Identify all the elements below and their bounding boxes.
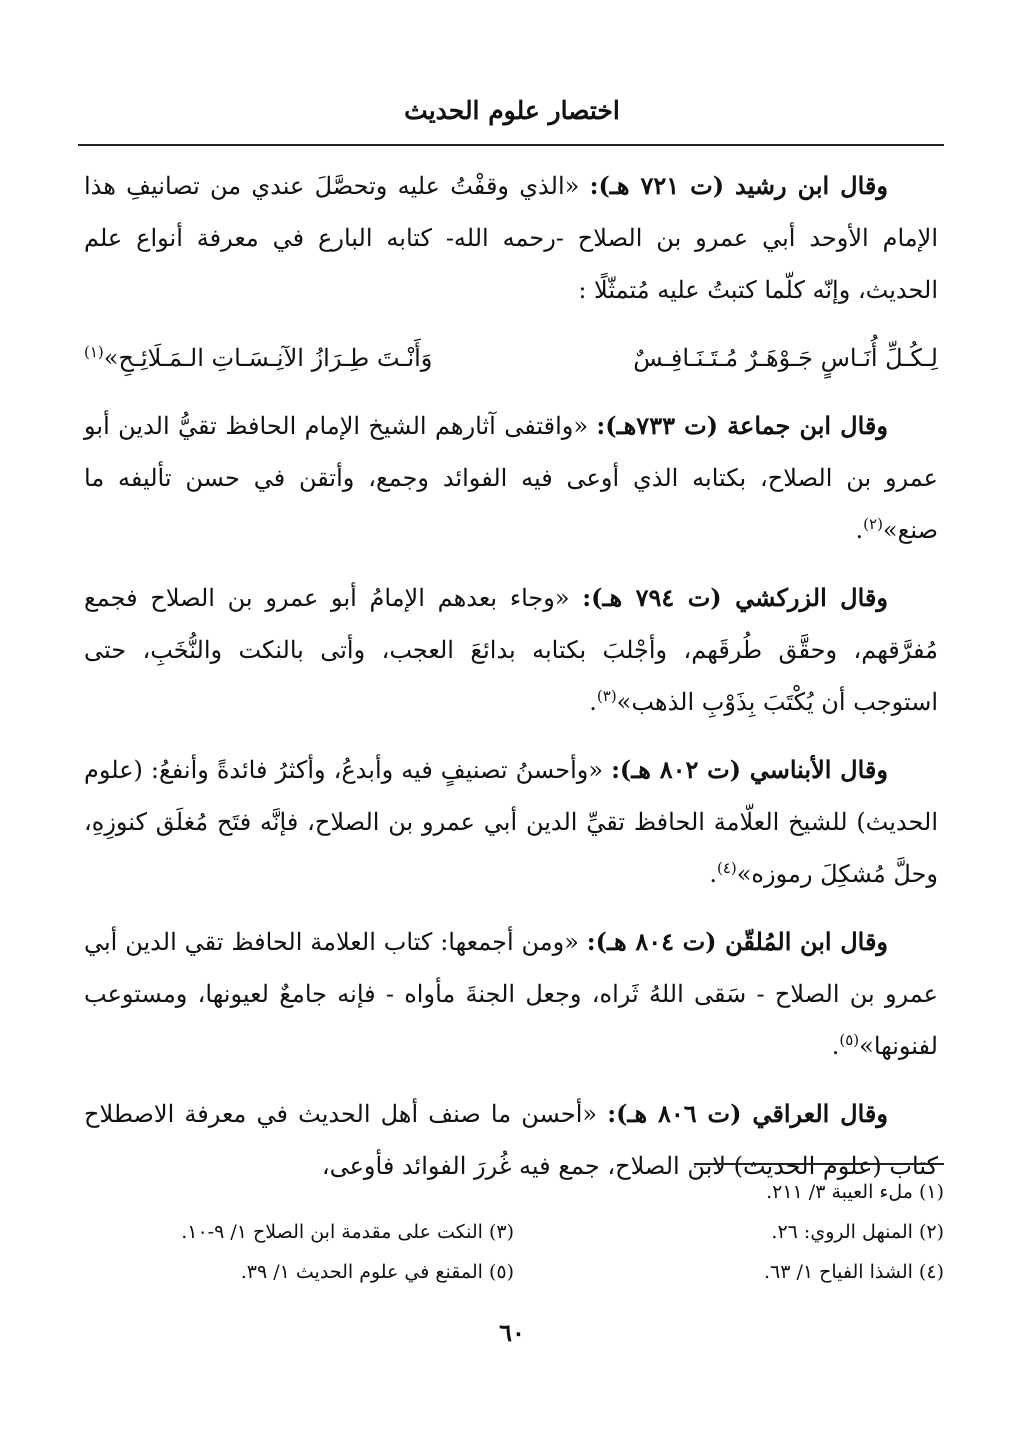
main-text bbox=[84, 160, 938, 1208]
footnote-ref[interactable]: (٤) bbox=[716, 859, 737, 877]
paragraph-abnasi bbox=[84, 744, 938, 900]
quote-text: «وجاء بعدهم الإمامُ أبو عمرو بن الصلاح فجمع مُفرَّقهم، وحقَّق طُرقَهم، وأجْلبَ بكتابه بدائعَ العجب، وأتى بالنكت والنُّخَبِ، حتى استوجب أن يُكْتَبَ بِذَوْبِ الذهب» bbox=[84, 584, 938, 716]
quote-text: «ومن أجمعها: كتاب العلامة الحافظ تقي الدين أبي عمرو بن الصلاح - سَقى اللهُ ثَراه، وجعل الجنةَ مأواه - فإنه جامعٌ لعيونها، ومستوعب لفنونها» bbox=[84, 928, 938, 1060]
paragraph-ibn-rushayd bbox=[84, 160, 938, 316]
speaker-label: وقال ابن رشيد (ت ٧٢١ هـ): bbox=[589, 171, 888, 200]
quote-end: . bbox=[589, 688, 597, 716]
footnote-ref[interactable]: (٢) bbox=[863, 515, 883, 533]
quote-text: «وأحسنُ تصنيفٍ فيه وأبدعُ، وأكثرُ فائدةً وأنفعُ: (علوم الحديث) للشيخ العلّامة الحافظ تقيِّ الدين أبي عمرو بن الصلاح، فإنَّه فتَح مُغلَق كنوزِهِ، وحلَّ مُشكِلَ رموزه» bbox=[84, 756, 938, 888]
footnotes bbox=[84, 1172, 944, 1292]
speaker-label: وقال ابن جماعة (ت ٧٣٣هـ): bbox=[596, 411, 888, 440]
quote-text: «الذي وقفْتُ عليه وتحصَّلَ عندي من تصانيفِ هذا الإمام الأوحد أبي عمرو بن الصلاح -رحمه الله- كتابه البارع في معرفة أنواع علم الحديث، وإنّه كلّما كتبتُ عليه مُتمثّلًا : bbox=[84, 172, 938, 304]
footnote-ref[interactable]: (٥) bbox=[839, 1031, 860, 1049]
speaker-label: وقال العراقي (ت ٨٠٦ هـ): bbox=[607, 1099, 888, 1128]
paragraph-ibn-jamaa bbox=[84, 400, 938, 556]
poetry-verse bbox=[84, 332, 938, 384]
verse-second-hemistich-text: وَأَنْـتَ طِـرَازُ الآنِـسَـاتِ الـمَـلَائِـحِ» bbox=[103, 344, 433, 372]
footnote-ref[interactable]: (١) bbox=[84, 343, 104, 361]
footnote-empty bbox=[84, 1172, 514, 1212]
quote-text: «أحسن ما صنف أهل الحديث في معرفة الاصطلاح كتاب (علوم الحديث) لابن الصلاح، جمع فيه غُررَ الفوائد فأوعى، bbox=[84, 1100, 938, 1180]
footnote-5: (٥) المقنع في علوم الحديث ١/ ٣٩. bbox=[240, 1261, 514, 1283]
quote-end: . bbox=[709, 860, 717, 888]
quote-text: «واقتفى آثارهم الشيخ الإمام الحافظ تقيُّ الدين أبو عمرو بن الصلاح، بكتابه الذي أوعى فيه الفوائد وجمع، وأتقن في حسن تأليفه ما صنع» bbox=[84, 412, 938, 544]
footnote-3: (٣) النكت على مقدمة ابن الصلاح ١/ ٩-١٠. bbox=[181, 1221, 514, 1243]
header-rule bbox=[78, 144, 944, 146]
quote-end: . bbox=[831, 1032, 840, 1060]
paragraph-ibn-mulaqqin bbox=[84, 916, 938, 1072]
footnote-rule bbox=[694, 1163, 944, 1165]
paragraph-zarkashi bbox=[84, 572, 938, 728]
speaker-label: وقال الأبناسي (ت ٨٠٢ هـ): bbox=[611, 755, 888, 784]
footnote-ref[interactable]: (٣) bbox=[596, 687, 617, 705]
footnote-4: (٤) الشذا الفياح ١/ ٦٣. bbox=[763, 1261, 944, 1283]
verse-first-hemistich: لِـكُـلِّ أُنَـاسٍ جَـوْهَـرٌ مُـتَـنَـافِـسٌ bbox=[633, 344, 938, 372]
footnote-1: (١) ملء العيبة ٣/ ٢١١. bbox=[766, 1181, 944, 1203]
speaker-label: وقال الزركشي (ت ٧٩٤ هـ): bbox=[582, 583, 888, 612]
quote-end: . bbox=[855, 516, 864, 544]
verse-second-hemistich bbox=[84, 332, 432, 384]
footnote-2: (٢) المنهل الروي: ٢٦. bbox=[771, 1221, 944, 1243]
speaker-label: وقال ابن المُلقّن (ت ٨٠٤ هـ): bbox=[586, 927, 889, 956]
footnote-grid bbox=[84, 1172, 944, 1292]
page-number: ٦٠ bbox=[499, 1318, 525, 1347]
running-header: اختصار علوم الحديث bbox=[404, 96, 620, 125]
